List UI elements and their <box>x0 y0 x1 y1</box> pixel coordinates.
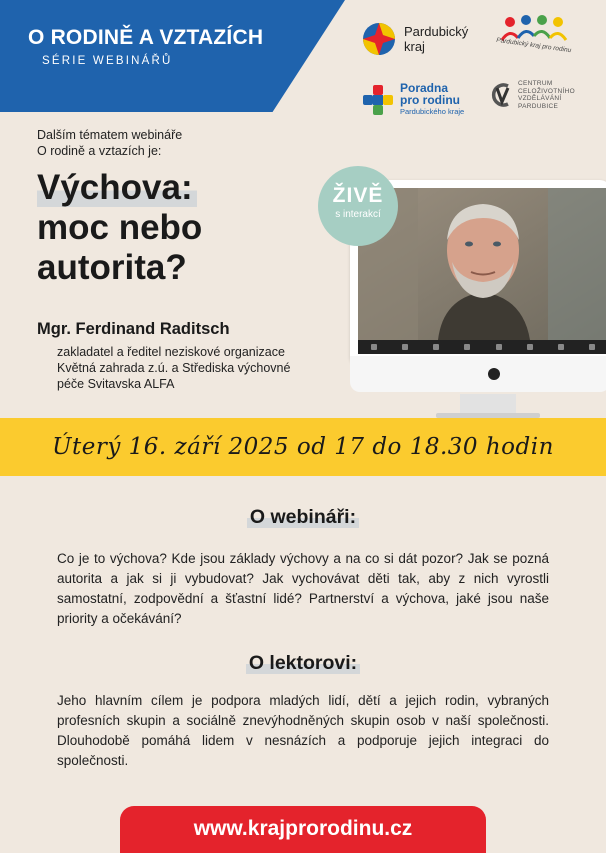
about-webinar-heading-text: O webináři: <box>247 506 359 528</box>
reactions-icon <box>589 344 595 350</box>
title-line2: moc nebo <box>37 208 203 247</box>
pardubicky-kraj-logo <box>362 22 468 56</box>
lecturer-desc-line1: zakladatel a ředitel neziskové organizace <box>57 345 285 359</box>
chat-icon <box>496 344 502 350</box>
lecturer-desc-line3: péče Svitavska ALFA <box>57 377 175 391</box>
intro-line1: Dalším tématem webináře <box>37 128 183 142</box>
security-icon <box>433 344 439 350</box>
about-webinar-text: Co je to výchova? Kde jsou základy výchovy a na co si dát pozor? Jak se pozná autorita a jak si ji vybudovat? Jak vychovávat děti tak, aby z nich vyrostli samostatní, zodpovědní a šťastní lidé? Partnerství a výchova, jaké jsou naše priority a očekávání? <box>57 551 549 626</box>
mute-icon <box>371 344 377 350</box>
intro-line2: O rodině a vztazích je: <box>37 144 162 158</box>
lecturer-desc-line2: Květná zahrada z.ú. a Střediska výchovné <box>57 361 291 375</box>
participants-icon <box>464 344 470 350</box>
banner-title: O RODINĚ A VZTAZÍCH <box>28 26 264 49</box>
ccv-text: CENTRUM CELOŽIVOTNÍHO VZDĚLÁVÁNÍ PARDUBICE <box>518 80 575 110</box>
live-badge-subtitle: s interakcí <box>335 209 381 220</box>
pardubicky-kraj-emblem-icon <box>362 22 396 56</box>
pardubicky-kraj-line1: Pardubický <box>404 24 469 39</box>
date-band <box>0 418 606 476</box>
poradna-line2: pro rodinu <box>400 93 460 107</box>
pardubicky-kraj-line2: kraj <box>404 39 425 54</box>
title-line3: autorita? <box>37 248 187 287</box>
poradna-pro-rodinu-logo <box>362 82 464 118</box>
monitor-chin <box>350 356 606 392</box>
video-call-toolbar <box>358 340 606 354</box>
poradna-line3: Pardubického kraje <box>400 107 465 116</box>
about-lecturer-heading-text: O lektorovi: <box>246 652 360 674</box>
video-icon <box>402 344 408 350</box>
website-link[interactable]: www.krajprorodinu.cz <box>120 806 486 853</box>
ccv-logo <box>488 80 580 110</box>
live-badge-title: ŽIVĚ <box>332 184 384 207</box>
about-lecturer-heading <box>0 652 606 675</box>
event-date: Úterý 16. září 2025 od 17 do 18.30 hodin <box>52 434 554 460</box>
kraj-pro-rodinu-logo <box>492 14 576 62</box>
poradna-cross-icon <box>362 84 394 116</box>
lecturer-name: Mgr. Ferdinand Raditsch <box>37 320 230 338</box>
webinar-title <box>37 168 202 288</box>
share-screen-icon <box>527 344 533 350</box>
banner-subtitle: SÉRIE WEBINÁŘŮ <box>42 55 173 67</box>
live-badge <box>318 166 398 246</box>
lecturer-description <box>57 344 290 392</box>
record-icon <box>558 344 564 350</box>
title-line1: Výchova: <box>37 168 197 207</box>
about-lecturer-text: Jeho hlavním cílem je podpora mladých lidí, dětí a jejich rodin, vybraných profesních skupin a sociálně znevýhodněných skupin osob v naší společnosti. Dlouhodobě pomáhá lidem v nesnázích a podporuje jejich integraci do společnosti. <box>57 693 549 768</box>
intro-text <box>37 127 182 159</box>
about-webinar-heading <box>0 506 606 529</box>
monitor-stand <box>460 394 516 414</box>
power-button-icon <box>488 368 500 380</box>
kraj-pro-rodinu-text: Pardubický kraj pro rodinu <box>495 36 572 55</box>
poradna-line1: Poradna <box>400 81 449 95</box>
ccv-emblem-icon <box>488 80 514 110</box>
